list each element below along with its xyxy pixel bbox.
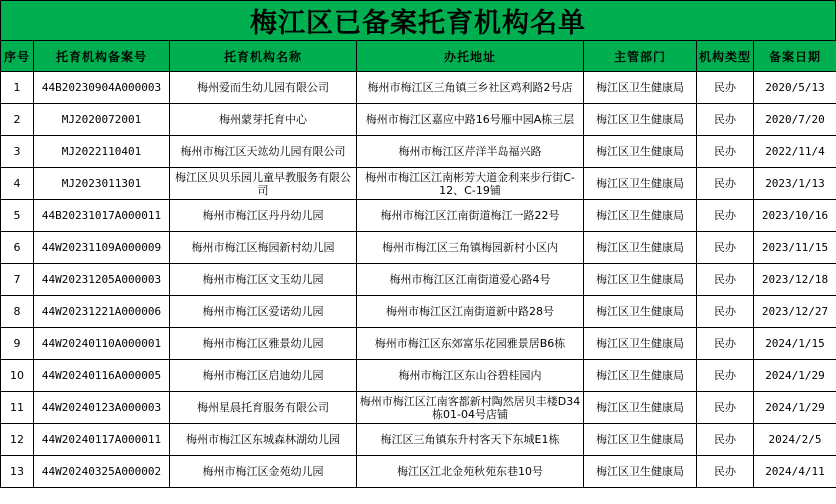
- cell-name[interactable]: 梅州市梅江区文玉幼儿园: [170, 264, 357, 296]
- table-row: [1, 168, 836, 200]
- cell-no[interactable]: 3: [1, 136, 34, 168]
- cell-no[interactable]: 9: [1, 328, 34, 360]
- cell-date[interactable]: 2024/1/15: [754, 328, 836, 360]
- cell-date[interactable]: 2023/12/27: [754, 296, 836, 328]
- cell-dept[interactable]: 梅江区卫生健康局: [584, 424, 697, 456]
- cell-name[interactable]: 梅州市梅江区雅景幼儿园: [170, 328, 357, 360]
- table-row: [1, 360, 836, 392]
- cell-address[interactable]: 梅州市梅江区江南彬芳大道金利来步行街C-12、C-19铺: [357, 168, 584, 200]
- cell-type[interactable]: 民办: [697, 168, 754, 200]
- cell-type[interactable]: 民办: [697, 328, 754, 360]
- cell-no[interactable]: 4: [1, 168, 34, 200]
- cell-no[interactable]: 7: [1, 264, 34, 296]
- cell-name[interactable]: 梅州市梅江区爱诺幼儿园: [170, 296, 357, 328]
- cell-dept[interactable]: 梅江区卫生健康局: [584, 104, 697, 136]
- cell-code[interactable]: 44W20240110A000001: [34, 328, 170, 360]
- header-cell-type[interactable]: 机构类型: [697, 41, 754, 72]
- cell-dept[interactable]: 梅江区卫生健康局: [584, 136, 697, 168]
- cell-dept[interactable]: 梅江区卫生健康局: [584, 264, 697, 296]
- table-row: [1, 296, 836, 328]
- cell-address[interactable]: 梅州市梅江区江南客都新村陶然居贝丰楼D34栋01-04号店铺: [357, 392, 584, 424]
- cell-date[interactable]: 2022/11/4: [754, 136, 836, 168]
- cell-code[interactable]: 44W20240325A000002: [34, 456, 170, 488]
- cell-no[interactable]: 6: [1, 232, 34, 264]
- cell-type[interactable]: 民办: [697, 104, 754, 136]
- cell-date[interactable]: 2020/7/20: [754, 104, 836, 136]
- cell-date[interactable]: 2020/5/13: [754, 72, 836, 104]
- cell-code[interactable]: 44W20240123A000003: [34, 392, 170, 424]
- table-row: [1, 200, 836, 232]
- cell-date[interactable]: 2023/10/16: [754, 200, 836, 232]
- cell-type[interactable]: 民办: [697, 264, 754, 296]
- cell-name[interactable]: 梅州市梅江区东城森林湖幼儿园: [170, 424, 357, 456]
- cell-type[interactable]: 民办: [697, 392, 754, 424]
- cell-date[interactable]: 2024/2/5: [754, 424, 836, 456]
- cell-address[interactable]: 梅州市梅江区江南街道新中路28号: [357, 296, 584, 328]
- table-row: [1, 232, 836, 264]
- cell-dept[interactable]: 梅江区卫生健康局: [584, 168, 697, 200]
- cell-dept[interactable]: 梅江区卫生健康局: [584, 296, 697, 328]
- header-cell-name[interactable]: 托育机构名称: [170, 41, 357, 72]
- page-title: 梅江区已备案托育机构名单: [250, 8, 586, 39]
- cell-address[interactable]: 梅州市梅江区芹洋半岛福兴路: [357, 136, 584, 168]
- cell-name[interactable]: 梅州星晨托育服务有限公司: [170, 392, 357, 424]
- cell-name[interactable]: 梅江区贝贝乐园儿童早教服务有限公司: [170, 168, 357, 200]
- cell-address[interactable]: 梅州市梅江区江南街道爱心路4号: [357, 264, 584, 296]
- cell-dept[interactable]: 梅江区卫生健康局: [584, 456, 697, 488]
- cell-no[interactable]: 11: [1, 392, 34, 424]
- cell-date[interactable]: 2023/12/18: [754, 264, 836, 296]
- cell-no[interactable]: 12: [1, 424, 34, 456]
- table-row: [1, 424, 836, 456]
- header-cell-date[interactable]: 备案日期: [754, 41, 836, 72]
- cell-type[interactable]: 民办: [697, 456, 754, 488]
- table-row: [1, 392, 836, 424]
- header-cell-code[interactable]: 托育机构备案号: [34, 41, 170, 72]
- cell-type[interactable]: 民办: [697, 136, 754, 168]
- cell-code[interactable]: 44W20231221A000006: [34, 296, 170, 328]
- table-row: [1, 456, 836, 488]
- table-row: [1, 104, 836, 136]
- cell-dept[interactable]: 梅江区卫生健康局: [584, 232, 697, 264]
- table-row: [1, 136, 836, 168]
- cell-name[interactable]: 梅州爱而生幼儿园有限公司: [170, 72, 357, 104]
- cell-dept[interactable]: 梅江区卫生健康局: [584, 200, 697, 232]
- cell-no[interactable]: 13: [1, 456, 34, 488]
- table-row: [1, 264, 836, 296]
- cell-dept[interactable]: 梅江区卫生健康局: [584, 328, 697, 360]
- cell-name[interactable]: 梅州蒙芽托育中心: [170, 104, 357, 136]
- cell-type[interactable]: 民办: [697, 296, 754, 328]
- table-row: [1, 328, 836, 360]
- cell-type[interactable]: 民办: [697, 360, 754, 392]
- header-row: [1, 41, 836, 72]
- cell-name[interactable]: 梅州市梅江区启迪幼儿园: [170, 360, 357, 392]
- cell-date[interactable]: 2023/11/15: [754, 232, 836, 264]
- cell-date[interactable]: 2024/1/29: [754, 392, 836, 424]
- header-cell-dept[interactable]: 主管部门: [584, 41, 697, 72]
- cell-code[interactable]: MJ2020072001: [34, 104, 170, 136]
- cell-name[interactable]: 梅州市梅江区丹丹幼儿园: [170, 200, 357, 232]
- header-cell-address[interactable]: 办托地址: [357, 41, 584, 72]
- cell-code[interactable]: 44B20230904A000003: [34, 72, 170, 104]
- registry-table: [0, 40, 836, 488]
- cell-address[interactable]: 梅州市梅江区东山谷碧桂园内: [357, 360, 584, 392]
- table-row: [1, 72, 836, 104]
- cell-type[interactable]: 民办: [697, 424, 754, 456]
- cell-code[interactable]: 44W20231109A000009: [34, 232, 170, 264]
- cell-code[interactable]: 44B20231017A000011: [34, 200, 170, 232]
- cell-address[interactable]: 梅江区江北金苑秋苑东巷10号: [357, 456, 584, 488]
- cell-code[interactable]: 44W20231205A000003: [34, 264, 170, 296]
- cell-address[interactable]: 梅江区三角镇东升村客天下东城E1栋: [357, 424, 584, 456]
- cell-date[interactable]: 2024/1/29: [754, 360, 836, 392]
- cell-address[interactable]: 梅州市梅江区嘉应中路16号雁中园A栋三层: [357, 104, 584, 136]
- cell-code[interactable]: 44W20240116A000005: [34, 360, 170, 392]
- cell-name[interactable]: 梅州市梅江区天竑幼儿园有限公司: [170, 136, 357, 168]
- cell-address[interactable]: 梅州市梅江区东郊富乐花园雅景居B6栋: [357, 328, 584, 360]
- cell-type[interactable]: 民办: [697, 200, 754, 232]
- cell-no[interactable]: 1: [1, 72, 34, 104]
- title-bar: [0, 0, 836, 40]
- cell-no[interactable]: 2: [1, 104, 34, 136]
- cell-dept[interactable]: 梅江区卫生健康局: [584, 360, 697, 392]
- cell-address[interactable]: 梅州市梅江区三角镇梅园新村小区内: [357, 232, 584, 264]
- cell-no[interactable]: 10: [1, 360, 34, 392]
- cell-code[interactable]: MJ2023011301: [34, 168, 170, 200]
- cell-code[interactable]: MJ2022110401: [34, 136, 170, 168]
- cell-no[interactable]: 8: [1, 296, 34, 328]
- cell-type[interactable]: 民办: [697, 232, 754, 264]
- cell-type[interactable]: 民办: [697, 72, 754, 104]
- cell-date[interactable]: 2024/4/11: [754, 456, 836, 488]
- cell-address[interactable]: 梅州市梅江区江南街道梅江一路22号: [357, 200, 584, 232]
- cell-no[interactable]: 5: [1, 200, 34, 232]
- cell-code[interactable]: 44W20240117A000011: [34, 424, 170, 456]
- cell-date[interactable]: 2023/1/13: [754, 168, 836, 200]
- cell-dept[interactable]: 梅江区卫生健康局: [584, 72, 697, 104]
- cell-dept[interactable]: 梅江区卫生健康局: [584, 392, 697, 424]
- cell-address[interactable]: 梅州市梅江区三角镇三乡社区鸡利路2号店: [357, 72, 584, 104]
- cell-name[interactable]: 梅州市梅江区梅园新村幼儿园: [170, 232, 357, 264]
- cell-name[interactable]: 梅州市梅江区金苑幼儿园: [170, 456, 357, 488]
- header-cell-no[interactable]: 序号: [1, 41, 34, 72]
